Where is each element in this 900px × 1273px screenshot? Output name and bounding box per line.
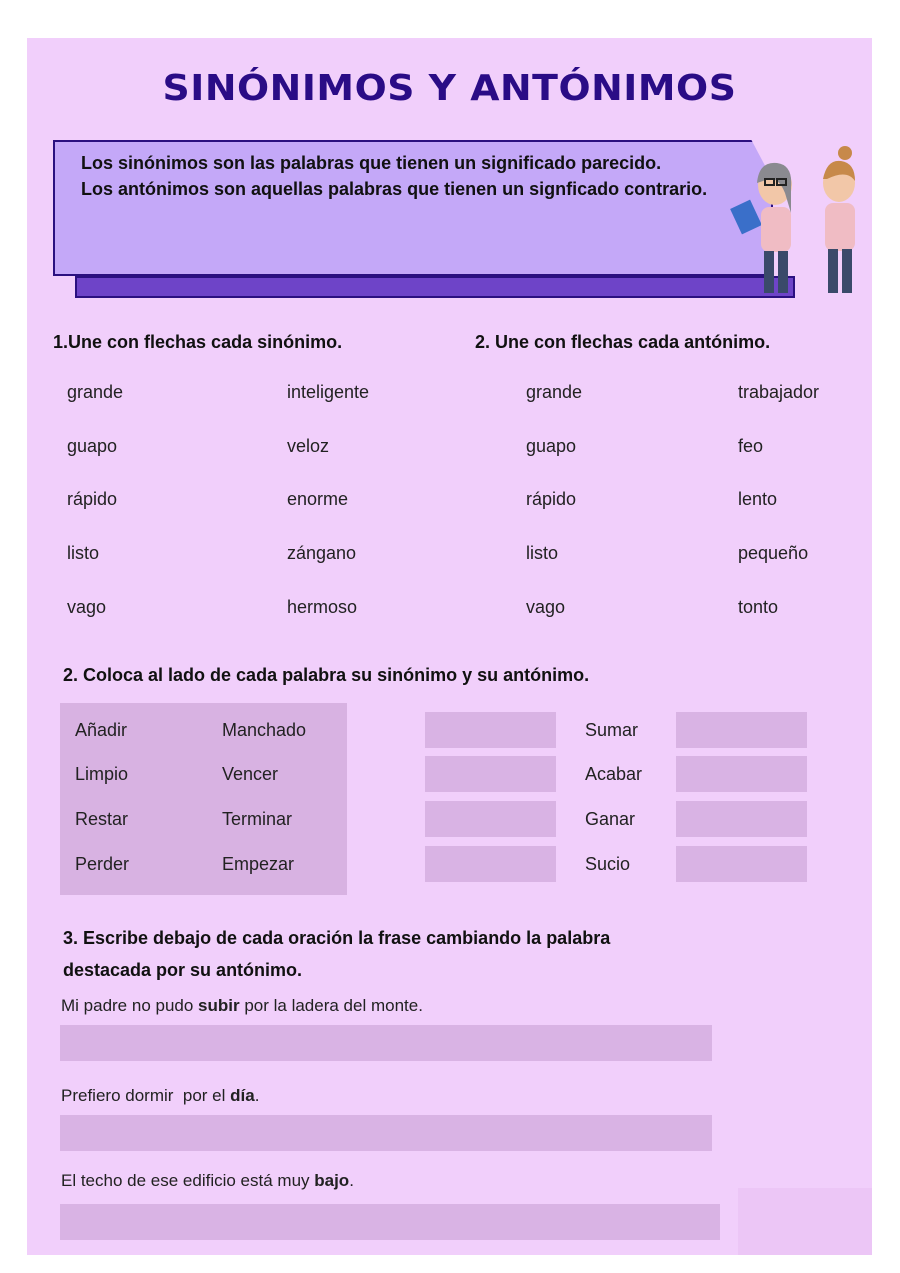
sentence-text: Mi padre no pudo: [61, 996, 199, 1015]
synonym-answer-field[interactable]: [425, 756, 556, 792]
antonym-answer-field[interactable]: [676, 801, 807, 837]
exercise4-heading: [63, 922, 610, 986]
exercise2-heading: 2. Une con flechas cada antónimo.: [475, 332, 771, 352]
page-title: SINÓNIMOS Y ANTÓNIMOS: [162, 68, 737, 109]
exercise4-heading-line1: 3. Escribe debajo de cada oración la frase cambiando la palabra: [63, 928, 611, 948]
antonym-left-word: vago: [526, 597, 566, 617]
synonym-definition: Los sinónimos son las palabras que tienen un significado parecido.: [81, 153, 662, 173]
synonym-right-word: inteligente: [287, 382, 370, 402]
target-word: Acabar: [585, 764, 643, 784]
synonym-left-word: vago: [67, 597, 107, 617]
exercise1-heading: 1.Une con flechas cada sinónimo.: [53, 332, 343, 352]
exercise3-heading: 2. Coloca al lado de cada palabra su sinónimo y su antónimo.: [63, 665, 590, 685]
synonym-right-word: hermoso: [287, 597, 358, 617]
sentence-text: .: [254, 1086, 260, 1105]
sentence-answer-field[interactable]: [60, 1204, 720, 1240]
highlighted-word: bajo: [314, 1171, 350, 1190]
synonym-right-word: veloz: [287, 436, 330, 456]
highlighted-word: día: [230, 1086, 255, 1105]
synonym-answer-field[interactable]: [425, 712, 556, 748]
sentence: [61, 1086, 259, 1106]
exercise4-heading-line2: destacada por su antónimo.: [63, 960, 303, 980]
sentence: [61, 1171, 354, 1191]
worksheet-page: [27, 38, 872, 1255]
sentence-answer-field[interactable]: [60, 1025, 712, 1061]
synonym-left-word: listo: [67, 543, 100, 563]
antonym-right-word: pequeño: [738, 543, 809, 563]
bank-word: Empezar: [222, 854, 295, 874]
sentence-text: El techo de ese edificio está muy: [61, 1171, 315, 1190]
antonym-left-word: guapo: [526, 436, 577, 456]
sentence-text: .: [349, 1171, 354, 1190]
antonym-right-word: tonto: [738, 597, 779, 617]
antonym-right-word: feo: [738, 436, 764, 456]
bank-word: Añadir: [75, 720, 128, 740]
synonym-left-word: rápido: [67, 489, 118, 509]
antonym-left-word: rápido: [526, 489, 577, 509]
sentence-text: Prefiero dormir por el: [61, 1086, 231, 1105]
corner-patch: [738, 1188, 872, 1255]
antonym-definition: Los antónimos son aquellas palabras que tienen un signficado contrario.: [81, 179, 708, 199]
bank-word: Restar: [75, 809, 129, 829]
bank-word: Terminar: [222, 809, 293, 829]
bank-word: Perder: [75, 854, 130, 874]
synonym-left-word: guapo: [67, 436, 118, 456]
antonym-answer-field[interactable]: [676, 712, 807, 748]
target-word: Sumar: [585, 720, 639, 740]
antonym-right-word: lento: [738, 489, 778, 509]
antonym-left-word: grande: [526, 382, 583, 402]
antonym-answer-field[interactable]: [676, 846, 807, 882]
synonym-left-word: grande: [67, 382, 124, 402]
target-word: Sucio: [585, 854, 631, 874]
synonym-answer-field[interactable]: [425, 801, 556, 837]
bank-word: Limpio: [75, 764, 129, 784]
bank-word: Manchado: [222, 720, 307, 740]
bank-word: Vencer: [222, 764, 279, 784]
antonym-left-word: listo: [526, 543, 559, 563]
antonym-right-word: trabajador: [738, 382, 820, 402]
synonym-right-word: zángano: [287, 543, 357, 563]
target-word: Ganar: [585, 809, 636, 829]
intro-text: [81, 150, 741, 202]
sentence: [61, 996, 423, 1016]
synonym-answer-field[interactable]: [425, 846, 556, 882]
highlighted-word: subir: [198, 996, 240, 1015]
intro-box-shadow: [75, 276, 795, 298]
antonym-answer-field[interactable]: [676, 756, 807, 792]
sentence-answer-field[interactable]: [60, 1115, 712, 1151]
synonym-right-word: enorme: [287, 489, 349, 509]
characters-illustration: [727, 143, 872, 298]
sentence-text: por la ladera del monte.: [239, 996, 423, 1015]
